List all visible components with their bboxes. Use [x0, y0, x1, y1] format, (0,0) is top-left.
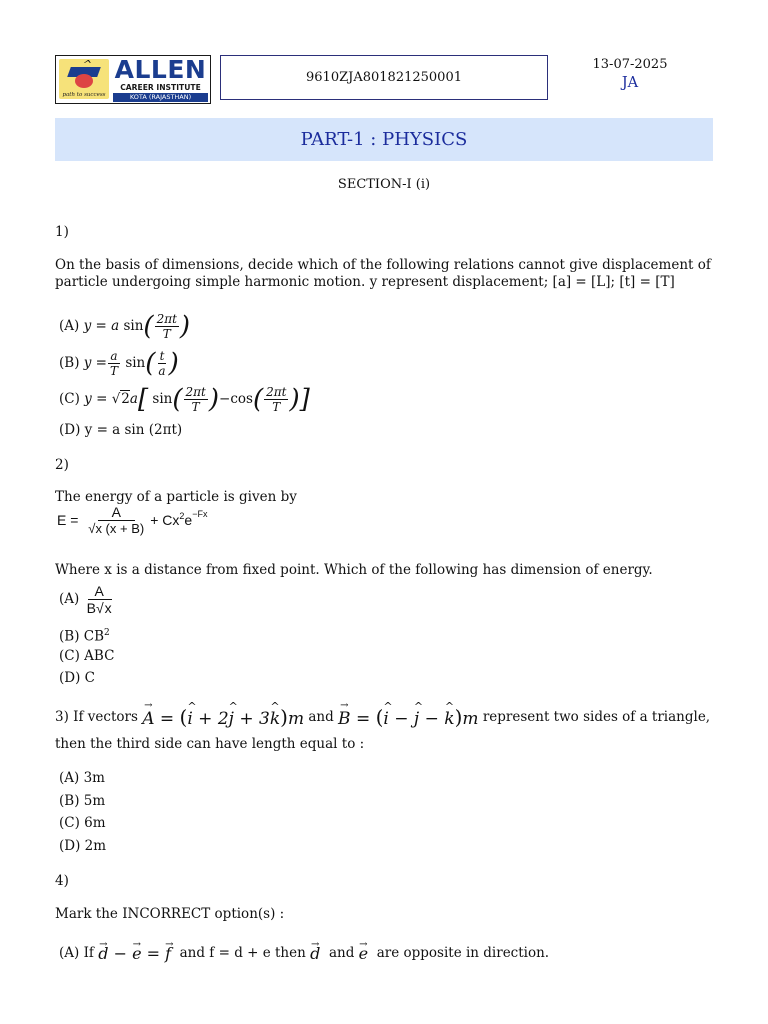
- q2-option-c[interactable]: (C) ABC: [59, 648, 115, 664]
- q3-option-a[interactable]: (A) 3m: [59, 770, 105, 786]
- q1-text: On the basis of dimensions, decide which of the following relations cannot give displacement of particle undergoing simple harmonic motion. y represent displacement; [a] = [L]; [t] = [T]: [55, 257, 711, 290]
- q2-option-a-numerator: A: [88, 584, 109, 600]
- q1-option-a-formula: y = a sin( $\frac{2\pi t}{T}$ ): [83, 311, 191, 341]
- q1-number: 1): [55, 224, 69, 240]
- q3-text-line2: then the third side can have length equal to :: [55, 736, 365, 752]
- logo-subtitle: CAREER INSTITUTE: [120, 83, 201, 92]
- q2-text: Where x is a distance from fixed point. Which of the following has dimension of energy.: [55, 562, 653, 578]
- q4-option-a-label: (A): [59, 944, 80, 961]
- q4-option-a-if: If: [83, 944, 94, 961]
- logo-tagline: path to success: [62, 92, 106, 98]
- q2-formula-exponent: −Fx: [192, 509, 208, 519]
- section-title: SECTION-I (i): [337, 177, 431, 192]
- q2-intro: The energy of a particle is given by: [55, 489, 297, 505]
- q1-option-b[interactable]: [59, 345, 179, 381]
- q2-formula-denominator: x (x + B): [95, 521, 145, 536]
- q2-formula-rest: + Cx: [150, 512, 180, 528]
- allen-logo: [55, 55, 211, 104]
- q4-number: 4): [55, 873, 69, 889]
- q2-formula-e: e: [184, 512, 193, 528]
- q2-formula-power: 2: [179, 511, 185, 521]
- q2-formula-lhs: E =: [57, 512, 79, 528]
- q2-option-a-den-x: x: [104, 599, 112, 616]
- paper-code-box: [220, 55, 548, 100]
- paper-code: 9610ZJA801821250001: [306, 70, 462, 85]
- logo-name: ALLEN: [114, 55, 207, 84]
- q1-option-c-label: (C): [59, 390, 80, 407]
- q3-vector-b: → B = (^ i − ^ j − ^ k)m: [338, 705, 478, 729]
- q3-text-line1: [55, 702, 710, 732]
- q4-option-a[interactable]: [59, 938, 549, 968]
- q4-option-a-mid: and f = d + e then: [179, 944, 306, 961]
- q3-option-d[interactable]: (D) 2m: [59, 838, 107, 854]
- exam-date: 13-07-2025: [592, 57, 668, 72]
- q3-option-b[interactable]: (B) 5m: [59, 793, 106, 809]
- q2-option-a-den-b: B: [86, 599, 96, 616]
- q1-option-c[interactable]: [59, 381, 310, 417]
- q3-vector-a: → A = (^ i + 2^ j + 3^ k)m: [142, 705, 304, 729]
- logo-city: KOTA (RAJASTHAN): [113, 93, 208, 102]
- q4-option-a-vector-e: → e: [359, 945, 368, 962]
- q1-option-a[interactable]: [59, 308, 190, 344]
- q4-option-a-vector-d: → d: [310, 945, 320, 962]
- q2-number: 2): [55, 457, 69, 473]
- q4-option-a-end: are opposite in direction.: [376, 944, 550, 961]
- q2-option-a[interactable]: (A) $\frac{A}{B√x}$: [59, 582, 112, 616]
- q2-option-a-label: (A): [59, 590, 80, 607]
- q1-option-b-label: (B): [59, 354, 80, 371]
- q3-suffix: represent two sides of a triangle,: [482, 709, 711, 725]
- part-banner: [55, 118, 713, 161]
- q1-option-a-label: (A): [59, 317, 80, 334]
- q4-text: Mark the INCORRECT option(s) :: [55, 906, 285, 922]
- q2-option-b[interactable]: [59, 625, 110, 646]
- q2-option-b-label: (B) CB: [59, 628, 104, 645]
- batch-code: JA: [621, 75, 639, 91]
- q3-and: and: [308, 709, 334, 725]
- q2-energy-formula: E = $\frac{A}{√x (x + B)}$ + Cx $^2$ e $^{-Fx}$: [57, 504, 208, 536]
- q1-option-d[interactable]: (D) y = a sin (2πt): [59, 422, 183, 438]
- q4-option-a-and: and: [328, 944, 355, 961]
- q4-option-a-vector-eq: → d − → e = → f: [98, 945, 171, 962]
- q2-option-d[interactable]: (D) C: [59, 670, 95, 686]
- q3-option-c[interactable]: (C) 6m: [59, 815, 106, 831]
- q2-option-b-power: 2: [104, 628, 110, 638]
- q1-option-b-formula: y = $\frac{a}{T}$ sin( $\frac{t}{a}$ ): [83, 348, 179, 378]
- logo-emblem-icon: [59, 59, 109, 99]
- q3-prefix: 3) If vectors: [55, 709, 138, 725]
- q1-option-c-formula: y = √2a[ sin( $\frac{2\pi t}{T}$ )−cos( $\frac{2\pi t}{T}$ )]: [84, 384, 310, 414]
- part-title: PART-1 : PHYSICS: [300, 129, 468, 150]
- q2-formula-numerator: A: [98, 505, 135, 521]
